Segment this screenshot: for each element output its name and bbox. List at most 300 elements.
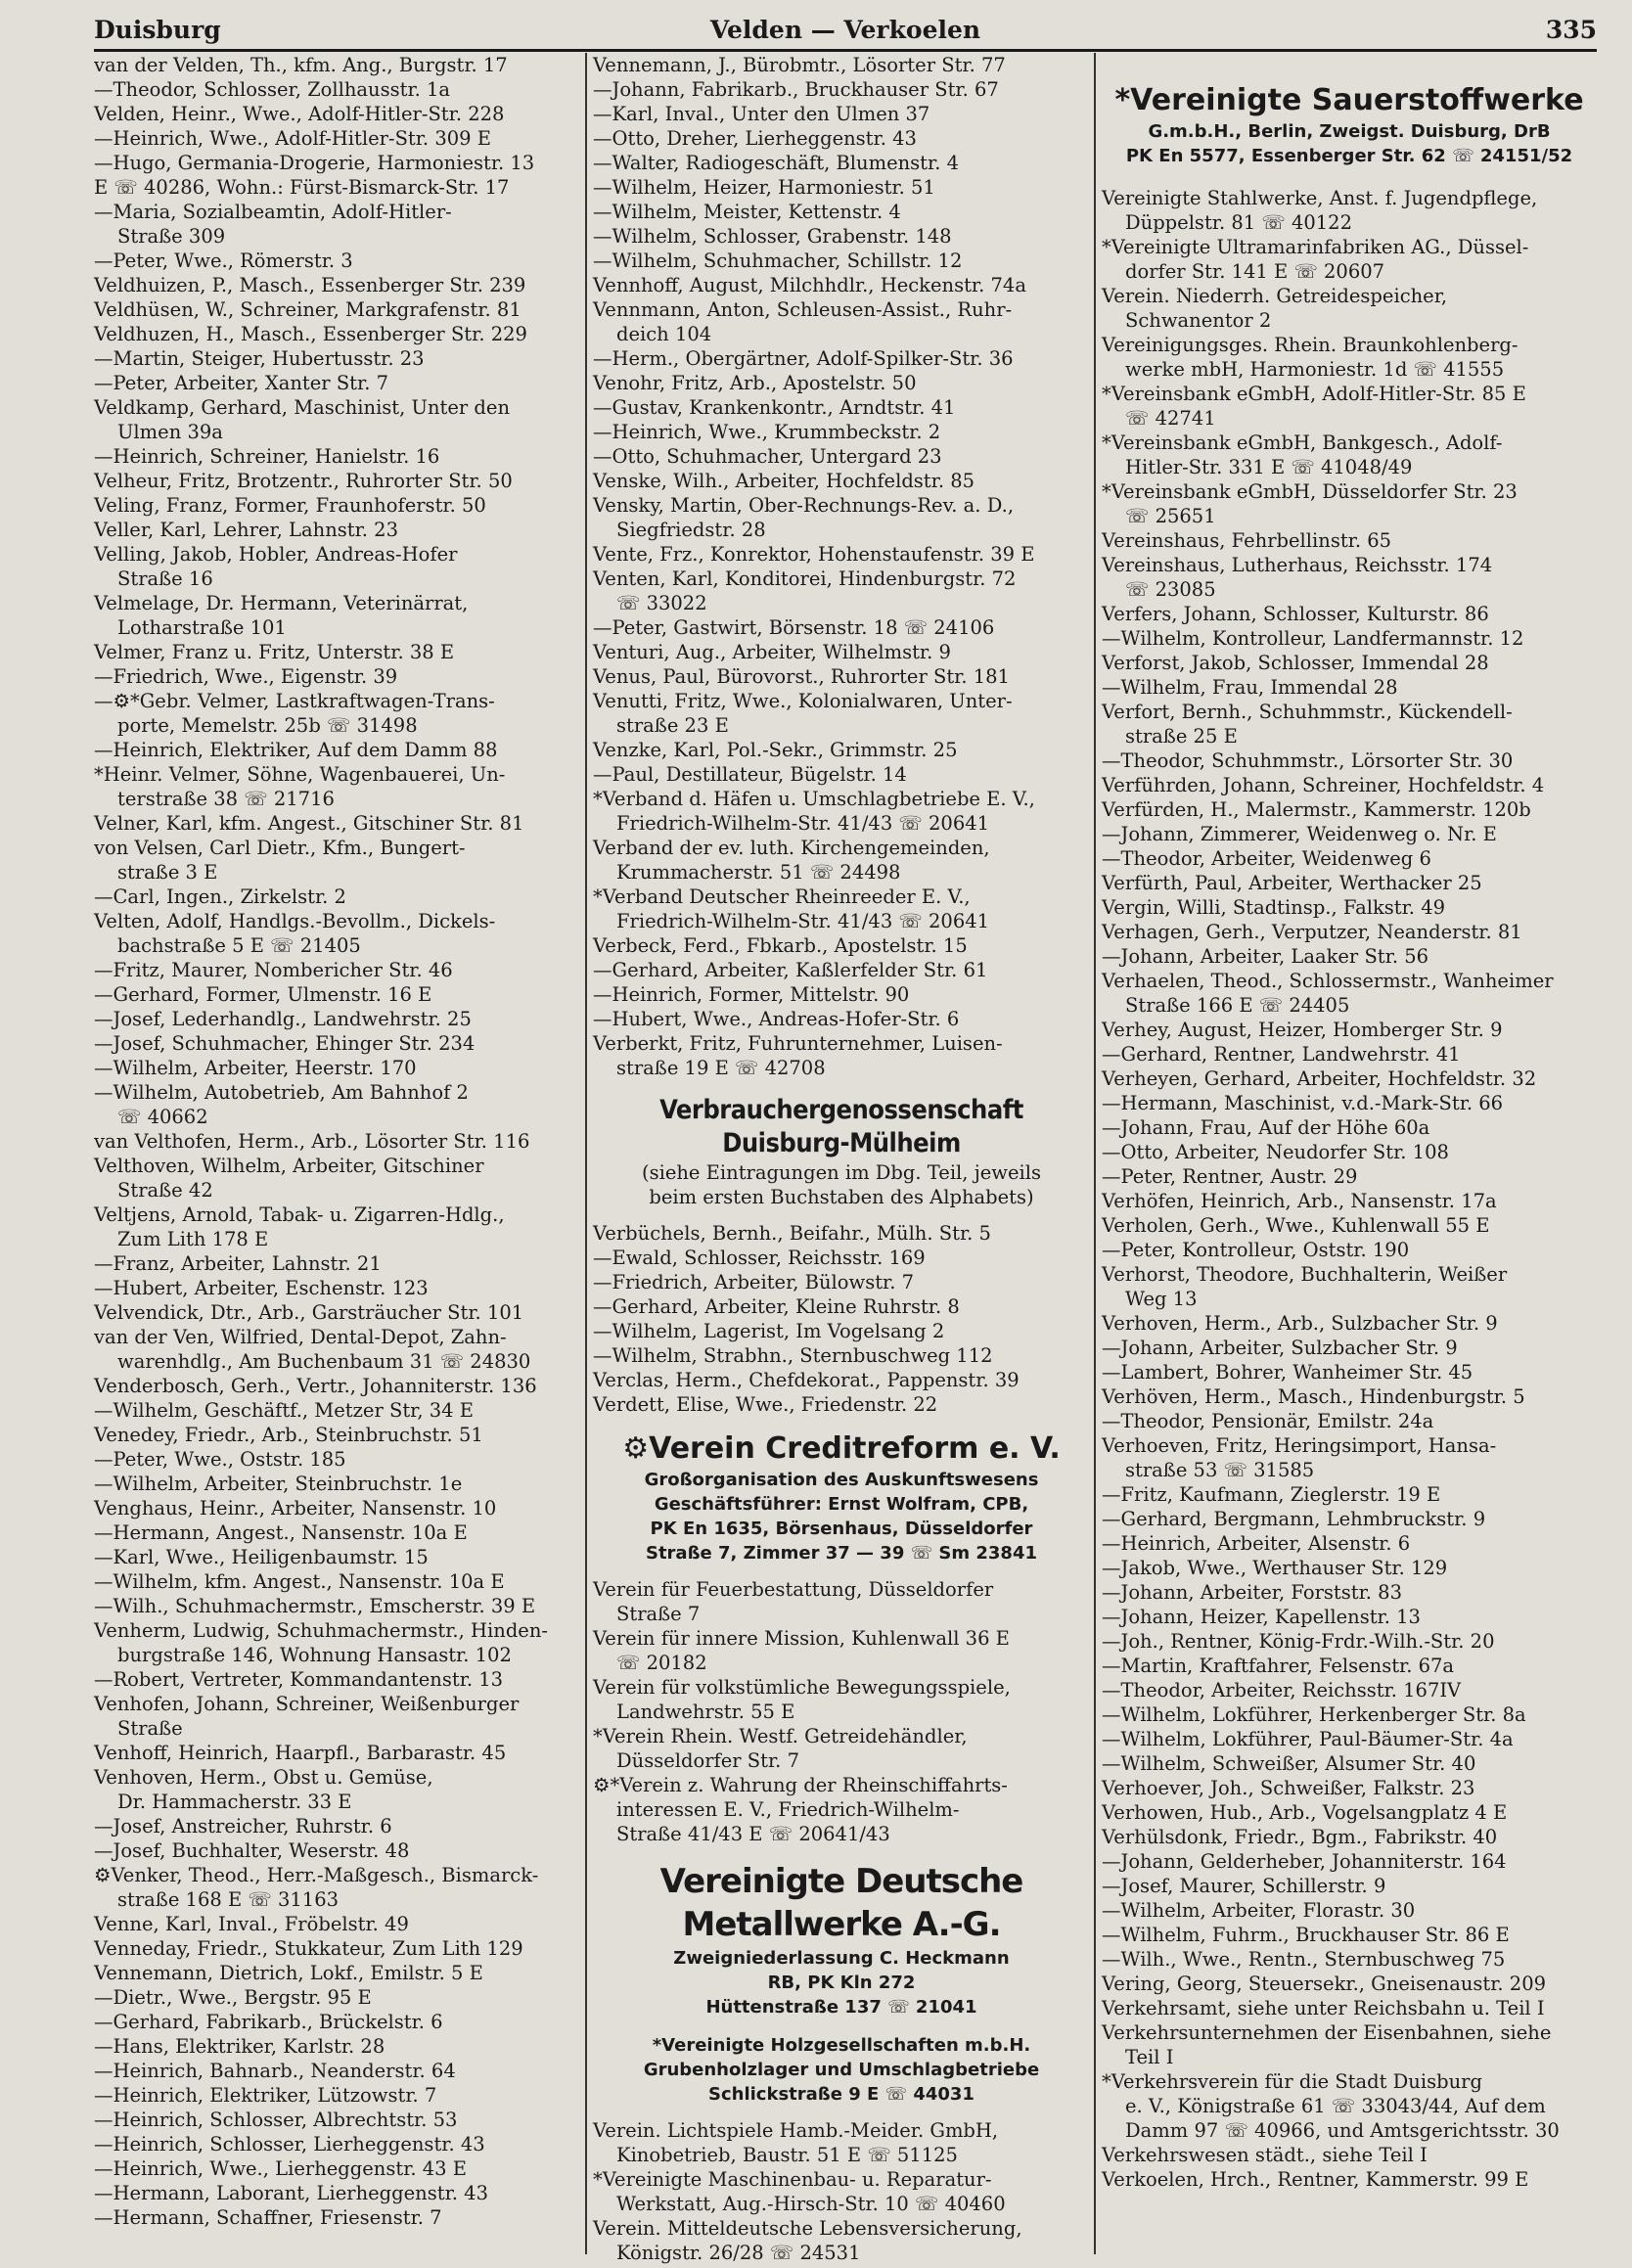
entry-line: —Friedrich, Wwe., Eigenstr. 39 — [94, 665, 398, 688]
entry-line: Velthoven, Wilhelm, Arbeiter, Gitschiner — [94, 1155, 484, 1177]
directory-entry — [1102, 1580, 1597, 1605]
directory-entry — [1102, 382, 1597, 431]
entry-continuation: Teil I — [1125, 2046, 1174, 2068]
ad-text: Grubenholzlager und Umschlagbetriebe — [643, 2060, 1040, 2080]
directory-entry — [94, 346, 577, 371]
directory-entry — [94, 836, 577, 885]
ad-creditreform — [593, 1430, 1090, 1565]
entry-line: —Fritz, Kaufmann, Zieglerstr. 19 E — [1102, 1483, 1441, 1506]
ad-text: Schlickstraße 9 E ☏ 44031 — [708, 2084, 975, 2105]
ad-text: PK En 1635, Börsenhaus, Düsseldorfer — [650, 1519, 1033, 1539]
entry-line: —Wilhelm, kfm. Angest., Nansenstr. 10a E — [94, 1570, 505, 1593]
directory-entry — [94, 1056, 577, 1080]
entry-line: —Johann, Zimmerer, Weidenweg o. Nr. E — [1102, 823, 1497, 845]
ad-text: Großorganisation des Auskunftswesens — [644, 1470, 1039, 1490]
entry-line: —Ewald, Schlosser, Reichsstr. 169 — [593, 1247, 926, 1269]
page-number: 335 — [1545, 16, 1597, 44]
entry-line: —Josef, Maurer, Schillerstr. 9 — [1102, 1875, 1386, 1897]
directory-entry — [94, 909, 577, 958]
entry-line: —Maria, Sozialbeamtin, Adolf-Hitler- — [94, 201, 452, 223]
directory-entry — [593, 1221, 1090, 1246]
entry-line: —Theodor, Schuhmmstr., Lörsorter Str. 30 — [1102, 749, 1514, 772]
entry-continuation: Straße 309 — [117, 225, 226, 248]
directory-entry — [94, 1300, 577, 1325]
entry-continuation: Friedrich-Wilhelm-Str. 41/43 ☏ 20641 — [616, 812, 990, 835]
entry-line: Velmer, Franz u. Fritz, Unterstr. 38 E — [94, 641, 455, 663]
entry-line: Verforst, Jakob, Schlosser, Immendal 28 — [1102, 652, 1489, 674]
column-divider — [585, 53, 587, 2254]
entry-continuation: Straße 42 — [117, 1179, 213, 1202]
directory-entry — [1102, 675, 1597, 700]
entry-line: —Wilhelm, Arbeiter, Florastr. 30 — [1102, 1899, 1416, 1922]
directory-entry — [1102, 553, 1597, 602]
entry-line: Veling, Franz, Former, Fraunhoferstr. 50 — [94, 494, 486, 517]
column-2-mid-list — [593, 1221, 1090, 1417]
entry-line: *Vereinsbank eGmbH, Bankgesch., Adolf- — [1102, 431, 1503, 454]
ad-text: Zweigniederlassung C. Heckmann — [673, 1948, 1010, 1969]
directory-entry — [1102, 1433, 1597, 1482]
entry-continuation: Damm 97 ☏ 40966, und Amtsgerichtsstr. 30 — [1125, 2119, 1560, 2142]
directory-entry — [1102, 2167, 1597, 2192]
directory-entry — [1102, 1923, 1597, 1947]
directory-entry — [1102, 333, 1597, 382]
entry-line: —Gerhard, Former, Ulmenstr. 16 E — [94, 983, 432, 1006]
directory-entry — [94, 1398, 577, 1423]
entry-line: Vensky, Martin, Ober-Rechnungs-Rev. a. D., — [593, 494, 1015, 517]
directory-entry — [94, 1520, 577, 1545]
entry-line: —Hans, Elektriker, Karlstr. 28 — [94, 2035, 385, 2058]
entry-line: Verhülsdonk, Friedr., Bgm., Fabrikstr. 40 — [1102, 1826, 1498, 1848]
entry-line: Veldhuizen, P., Masch., Essenberger Str. 239 — [94, 274, 526, 296]
entry-line: van Velthofen, Herm., Arb., Lösorter Str. 116 — [94, 1130, 530, 1153]
entry-line: —Heinrich, Bahnarb., Neanderstr. 64 — [94, 2060, 456, 2082]
directory-entry — [94, 542, 577, 591]
entry-line: Velvendick, Dtr., Arb., Garsträucher Str. 101 — [94, 1301, 524, 1324]
directory-entry — [1102, 1384, 1597, 1409]
directory-entry — [593, 567, 1090, 615]
directory-entry — [593, 1773, 1090, 1846]
directory-entry — [593, 689, 1090, 738]
entry-line: —Peter, Kontrolleur, Oststr. 190 — [1102, 1239, 1410, 1261]
entry-line: Verfürden, H., Malermstr., Kammerstr. 120b — [1102, 798, 1531, 821]
entry-line: Velten, Adolf, Handlgs.-Bevollm., Dickels- — [94, 910, 496, 932]
entry-continuation: terstraße 38 ☏ 21716 — [117, 788, 335, 810]
directory-entry — [94, 53, 577, 77]
directory-entry — [1102, 1849, 1597, 1874]
page-header — [94, 14, 1597, 52]
entry-continuation: deich 104 — [616, 323, 712, 345]
entry-line: Verclas, Herm., Chefdekorat., Pappenstr. 39 — [593, 1369, 1020, 1391]
entry-line: —Theodor, Arbeiter, Weidenweg 6 — [1102, 847, 1431, 870]
directory-entry — [94, 151, 577, 175]
entry-continuation: Ulmen 39a — [117, 421, 223, 443]
directory-entry — [94, 1447, 577, 1472]
directory-entry — [1102, 2069, 1597, 2143]
entry-line: —Paul, Destillateur, Bügelstr. 14 — [593, 763, 907, 786]
entry-line: Verheyen, Gerhard, Arbeiter, Hochfeldstr. 32 — [1102, 1067, 1537, 1090]
directory-entry — [593, 640, 1090, 664]
directory-entry — [593, 933, 1090, 958]
entry-line: *Vereinigte Maschinenbau- u. Reparatur- — [593, 2168, 992, 2191]
entry-line: Venhoff, Heinrich, Haarpfl., Barbarastr. 45 — [94, 1742, 507, 1764]
entry-line: Vennemann, Dietrich, Lokf., Emilstr. 5 E — [94, 1962, 483, 1984]
directory-entry — [1102, 1311, 1597, 1336]
entry-line: —Gerhard, Arbeiter, Kaßlerfelder Str. 61 — [593, 959, 988, 981]
directory-entry — [593, 200, 1090, 224]
directory-entry — [593, 175, 1090, 200]
header-range: Velden — Verkoelen — [709, 16, 981, 44]
directory-entry — [1102, 969, 1597, 1018]
directory-entry — [94, 1472, 577, 1496]
directory-entry — [1102, 1874, 1597, 1898]
header-city: Duisburg — [94, 16, 221, 44]
entry-line: —Peter, Gastwirt, Börsenstr. 18 ☏ 24106 — [593, 616, 995, 639]
entry-continuation: bachstraße 5 E ☏ 21405 — [117, 934, 361, 957]
entry-line: —Wilhelm, Schlosser, Grabenstr. 148 — [593, 225, 952, 248]
entry-continuation: Siegfriedstr. 28 — [616, 519, 766, 541]
entry-line: —Robert, Vertreter, Kommandantenstr. 13 — [94, 1668, 504, 1691]
entry-line: —Heinrich, Wwe., Adolf-Hitler-Str. 309 E — [94, 127, 491, 150]
directory-entry — [1102, 1654, 1597, 1678]
entry-line: Verberkt, Fritz, Fuhrunternehmer, Luisen- — [593, 1032, 1003, 1055]
column-2-bottom-list — [593, 2118, 1090, 2265]
directory-entry — [94, 77, 577, 102]
entry-line: Venske, Wilh., Arbeiter, Hochfeldstr. 85 — [593, 470, 975, 492]
entry-line: Verhagen, Gerh., Verputzer, Neanderstr. 81 — [1102, 921, 1522, 943]
directory-entry — [593, 2216, 1090, 2265]
entry-continuation: Straße 16 — [117, 567, 213, 590]
directory-entry — [1102, 1409, 1597, 1433]
entry-line: Verein für innere Mission, Kuhlenwall 36 E — [593, 1627, 1010, 1650]
entry-line: —Franz, Arbeiter, Lahnstr. 21 — [94, 1252, 382, 1275]
entry-line: Verhaelen, Theod., Schlossermstr., Wanheimer — [1102, 970, 1554, 992]
entry-continuation: ☏ 20182 — [616, 1652, 707, 1674]
entry-line: Venneday, Friedr., Stukkateur, Zum Lith 129 — [94, 1937, 523, 1960]
entry-line: Venzke, Karl, Pol.-Sekr., Grimmstr. 25 — [593, 739, 958, 761]
directory-entry — [593, 395, 1090, 420]
entry-line: Verhoeven, Fritz, Heringsimport, Hansa- — [1102, 1434, 1497, 1457]
directory-entry — [1102, 1556, 1597, 1580]
entry-line: Verdett, Elise, Wwe., Friedenstr. 22 — [593, 1393, 938, 1416]
entry-line: Verein. Niederrh. Getreidespeicher, — [1102, 285, 1448, 307]
entry-continuation: Zum Lith 178 E — [117, 1228, 269, 1250]
entry-line: Veldhuzen, H., Masch., Essenberger Str. 229 — [94, 323, 527, 345]
directory-entry — [1102, 479, 1597, 528]
directory-entry — [94, 200, 577, 249]
directory-entry — [94, 1814, 577, 1838]
entry-line: Vennemann, J., Bürobmtr., Lösorter Str. 77 — [593, 54, 1006, 76]
directory-entry — [593, 249, 1090, 273]
ad-title: *Vereinigte Sauerstoffwerke — [1114, 83, 1584, 117]
ad-title: *Vereinigte Holzgesellschaften m.b.H. — [652, 2035, 1031, 2056]
entry-line: Vereinigungsges. Rhein. Braunkohlenberg- — [1102, 334, 1519, 356]
directory-entry — [94, 2156, 577, 2181]
directory-entry — [1102, 1189, 1597, 1213]
entry-line: —Joh., Rentner, König-Frdr.-Wilh.-Str. 20 — [1102, 1630, 1495, 1653]
directory-entry — [593, 1626, 1090, 1675]
directory-entry — [593, 615, 1090, 640]
directory-entry — [1102, 1238, 1597, 1262]
directory-entry — [94, 1423, 577, 1447]
directory-entry — [1102, 1800, 1597, 1825]
entry-continuation: Lotharstraße 101 — [117, 616, 287, 639]
directory-entry — [94, 1325, 577, 1374]
ad-text: G.m.b.H., Berlin, Zweigst. Duisburg, DrB — [1148, 121, 1551, 142]
entry-line: Verhorst, Theodore, Buchhalterin, Weißer — [1102, 1263, 1508, 1286]
entry-line: —Wilhelm, Frau, Immendal 28 — [1102, 676, 1398, 699]
entry-line: —Josef, Anstreicher, Ruhrstr. 6 — [94, 1815, 392, 1837]
column-3 — [1102, 53, 1597, 2192]
directory-entry — [94, 885, 577, 909]
entry-line: Venghaus, Heinr., Arbeiter, Nansenstr. 10 — [94, 1497, 497, 1520]
entry-continuation: ☏ 23085 — [1125, 578, 1216, 601]
directory-entry — [94, 1961, 577, 1985]
entry-continuation: interessen E. V., Friedrich-Wilhelm- — [616, 1798, 960, 1821]
entry-line: Velner, Karl, kfm. Angest., Gitschiner Str. 81 — [94, 812, 524, 835]
entry-continuation: ☏ 33022 — [616, 592, 707, 614]
entry-line: Verkehrsamt, siehe unter Reichsbahn u. Teil I — [1102, 1997, 1545, 2019]
entry-line: Veller, Karl, Lehrer, Lahnstr. 23 — [94, 519, 398, 541]
entry-line: —Heinrich, Elektriker, Auf dem Damm 88 — [94, 739, 498, 761]
entry-continuation: Düsseldorfer Str. 7 — [616, 1749, 799, 1772]
entry-line: Vergin, Willi, Stadtinsp., Falkstr. 49 — [1102, 896, 1446, 919]
ad-text: Hüttenstraße 137 ☏ 21041 — [705, 1997, 977, 2018]
directory-entry — [593, 1343, 1090, 1368]
entry-line: —Wilhelm, Arbeiter, Steinbruchstr. 1e — [94, 1473, 463, 1495]
entry-line: Venohr, Fritz, Arb., Apostelstr. 50 — [593, 372, 917, 394]
entry-line: —Hermann, Angest., Nansenstr. 10a E — [94, 1521, 468, 1544]
directory-entry — [593, 420, 1090, 444]
directory-entry — [1102, 2143, 1597, 2167]
entry-line: —Lambert, Bohrer, Wanheimer Str. 45 — [1102, 1361, 1473, 1383]
directory-entry — [94, 1569, 577, 1594]
directory-entry — [94, 689, 577, 738]
directory-entry — [1102, 822, 1597, 846]
directory-entry — [94, 1838, 577, 1863]
ad-text: (siehe Eintragungen im Dbg. Teil, jeweils — [641, 1161, 1041, 1184]
entry-line: —Gerhard, Fabrikarb., Brückelstr. 6 — [94, 2011, 443, 2033]
directory-entry — [593, 836, 1090, 885]
directory-entry — [1102, 235, 1597, 284]
entry-line: —Otto, Dreher, Lierheggenstr. 43 — [593, 127, 917, 150]
entry-line: Venderbosch, Gerh., Vertr., Johanniterstr. 136 — [94, 1375, 537, 1397]
entry-line: —Hermann, Schaffner, Friesenstr. 7 — [94, 2206, 442, 2229]
entry-line: Verhoven, Herm., Arb., Sulzbacher Str. 9 — [1102, 1312, 1498, 1335]
entry-continuation: ☏ 25651 — [1125, 505, 1216, 527]
entry-line: —Johann, Fabrikarb., Bruckhauser Str. 67 — [593, 78, 999, 101]
entry-line: —Heinrich, Schreiner, Hanielstr. 16 — [94, 445, 440, 468]
entry-continuation: straße 19 E ☏ 42708 — [616, 1057, 826, 1079]
directory-entry — [1102, 773, 1597, 797]
entry-continuation: ☏ 40662 — [117, 1106, 208, 1128]
entry-line: Veltjens, Arnold, Tabak- u. Zigarren-Hdlg., — [94, 1203, 505, 1226]
directory-entry — [1102, 944, 1597, 969]
directory-entry — [593, 762, 1090, 787]
entry-line: Verfers, Johann, Schlosser, Kulturstr. 86 — [1102, 603, 1489, 625]
entry-line: Venus, Paul, Bürovorst., Ruhrorter Str. 181 — [593, 665, 1010, 688]
entry-continuation: warenhdlg., Am Buchenbaum 31 ☏ 24830 — [117, 1350, 531, 1373]
entry-line: —Wilh., Wwe., Rentn., Sternbuschweg 75 — [1102, 1948, 1506, 1971]
entry-line: —Peter, Rentner, Austr. 29 — [1102, 1165, 1358, 1188]
directory-entry — [94, 1080, 577, 1129]
entry-continuation: Schwanentor 2 — [1125, 309, 1272, 332]
directory-entry — [1102, 846, 1597, 871]
entry-line: —Wilhelm, Lagerist, Im Vogelsang 2 — [593, 1320, 945, 1342]
entry-line: Vereinshaus, Lutherhaus, Reichsstr. 174 — [1102, 554, 1493, 576]
entry-continuation: straße 53 ☏ 31585 — [1125, 1459, 1315, 1481]
entry-line: Vereinigte Stahlwerke, Anst. f. Jugendpflege, — [1102, 187, 1538, 209]
directory-entry — [1102, 871, 1597, 895]
entry-continuation: Straße 166 E ☏ 24405 — [1125, 994, 1350, 1017]
entry-line: —Otto, Arbeiter, Neudorfer Str. 108 — [1102, 1141, 1449, 1163]
entry-line: —Heinrich, Schlosser, Lierheggenstr. 43 — [94, 2133, 485, 2155]
ad-text: Geschäftsführer: Ernst Wolfram, CPB, — [654, 1494, 1029, 1515]
entry-line: —Walter, Radiogeschäft, Blumenstr. 4 — [593, 152, 960, 174]
directory-entry — [1102, 700, 1597, 748]
entry-continuation: werke mbH, Harmoniestr. 1d ☏ 41555 — [1125, 358, 1505, 381]
directory-entry — [1102, 2020, 1597, 2069]
directory-entry — [94, 469, 577, 493]
entry-line: *Verband Deutscher Rheinreeder E. V., — [593, 885, 971, 908]
entry-line: —Hermann, Maschinist, v.d.-Mark-Str. 66 — [1102, 1092, 1504, 1114]
directory-entry — [1102, 1018, 1597, 1042]
entry-line: Veldhüsen, W., Schreiner, Markgrafenstr. 81 — [94, 298, 521, 321]
directory-entry — [94, 444, 577, 469]
entry-line: Venturi, Aug., Arbeiter, Wilhelmstr. 9 — [593, 641, 951, 663]
entry-line: —Gerhard, Bergmann, Lehmbruckstr. 9 — [1102, 1508, 1486, 1530]
entry-line: ⚙*Verein z. Wahrung der Rheinschiffahrts- — [593, 1774, 1008, 1796]
directory-entry — [94, 1154, 577, 1202]
entry-line: Venherm, Ludwig, Schuhmachermstr., Hinden- — [94, 1619, 548, 1642]
entry-line: Verbüchels, Bernh., Beifahr., Mülh. Str. 5 — [593, 1222, 991, 1245]
directory-entry — [1102, 1825, 1597, 1849]
directory-entry — [94, 664, 577, 689]
entry-continuation: ☏ 42741 — [1125, 407, 1216, 430]
entry-line: —Johann, Arbeiter, Laaker Str. 56 — [1102, 945, 1429, 968]
directory-entry — [1102, 1164, 1597, 1189]
directory-entry — [94, 1667, 577, 1692]
entry-line: Venhoven, Herm., Obst u. Gemüse, — [94, 1766, 433, 1789]
directory-entry — [593, 53, 1090, 77]
entry-line: ⚙Venker, Theod., Herr.-Maßgesch., Bismarck- — [94, 1864, 539, 1886]
entry-line: van der Ven, Wilfried, Dental-Depot, Zahn- — [94, 1326, 507, 1348]
entry-line: —Otto, Schuhmacher, Untergard 23 — [593, 445, 942, 468]
entry-line: —Wilhelm, Schuhmacher, Schillstr. 12 — [593, 249, 963, 272]
entry-line: Venutti, Fritz, Wwe., Kolonialwaren, Unter- — [593, 690, 1013, 712]
directory-entry — [1102, 431, 1597, 479]
directory-entry — [94, 762, 577, 811]
entry-line: Verein. Mitteldeutsche Lebensversicherung, — [593, 2217, 1022, 2240]
directory-entry — [94, 2059, 577, 2083]
entry-line: Vente, Frz., Konrektor, Hohenstaufenstr. 39 E — [593, 543, 1035, 566]
directory-entry — [94, 1985, 577, 2010]
entry-line: —Wilhelm, Schweißer, Alsumer Str. 40 — [1102, 1752, 1476, 1775]
entry-line: Verhowen, Hub., Arb., Vogelsangplatz 4 E — [1102, 1801, 1508, 1824]
entry-continuation: Königstr. 26/28 ☏ 24531 — [616, 2242, 861, 2264]
entry-continuation: Hitler-Str. 331 E ☏ 41048/49 — [1125, 456, 1413, 478]
directory-entry — [1102, 1776, 1597, 1800]
entry-continuation: Düppelstr. 81 ☏ 40122 — [1125, 211, 1352, 234]
entry-line: —Josef, Schuhmacher, Ehinger Str. 234 — [94, 1032, 476, 1055]
entry-line: —Gustav, Krankenkontr., Arndtstr. 41 — [593, 396, 956, 419]
directory-entry — [1102, 1213, 1597, 1238]
entry-line: —Wilhelm, Arbeiter, Heerstr. 170 — [94, 1057, 417, 1079]
directory-entry — [1102, 1751, 1597, 1776]
entry-line: Verband der ev. luth. Kirchengemeinden, — [593, 837, 990, 859]
entry-line: —Heinrich, Elektriker, Lützowstr. 7 — [94, 2084, 437, 2107]
entry-line: Velden, Heinr., Wwe., Adolf-Hitler-Str. 228 — [94, 103, 505, 125]
entry-line: —Wilhelm, Lokführer, Herkenberger Str. 8a — [1102, 1703, 1526, 1726]
entry-line: —⚙*Gebr. Velmer, Lastkraftwagen-Trans- — [94, 690, 495, 712]
directory-entry — [94, 2083, 577, 2108]
directory-entry — [94, 2010, 577, 2034]
directory-entry — [94, 1202, 577, 1251]
entry-line: —Hubert, Wwe., Andreas-Hofer-Str. 6 — [593, 1008, 960, 1030]
entry-line: —Wilhelm, Meister, Kettenstr. 4 — [593, 201, 901, 223]
directory-entry — [593, 664, 1090, 689]
entry-line: —Jakob, Wwe., Werthauser Str. 129 — [1102, 1557, 1448, 1579]
entry-continuation: Werkstatt, Aug.-Hirsch-Str. 10 ☏ 40460 — [616, 2193, 1006, 2215]
entry-line: —Wilhelm, Fuhrm., Bruckhauser Str. 86 E — [1102, 1924, 1510, 1946]
directory-entry — [1102, 1507, 1597, 1531]
directory-entry — [593, 151, 1090, 175]
entry-line: —Peter, Arbeiter, Xanter Str. 7 — [94, 372, 388, 394]
entry-line: —Hermann, Laborant, Lierheggenstr. 43 — [94, 2182, 488, 2204]
entry-line: —Josef, Lederhandlg., Landwehrstr. 25 — [94, 1008, 472, 1030]
ad-title: Vereinigte Deutsche Metallwerke A.-G. — [659, 1862, 1023, 1944]
entry-line: *Heinr. Velmer, Söhne, Wagenbauerei, Un- — [94, 763, 506, 786]
directory-entry — [593, 2118, 1090, 2167]
entry-line: —Martin, Steiger, Hubertusstr. 23 — [94, 347, 425, 370]
directory-entry — [94, 1765, 577, 1814]
entry-line: —Wilhelm, Autobetrieb, Am Bahnhof 2 — [94, 1081, 469, 1104]
directory-entry — [1102, 797, 1597, 822]
entry-continuation: Dr. Hammacherstr. 33 E — [117, 1791, 352, 1813]
entry-continuation: straße 3 E — [117, 861, 218, 884]
directory-entry — [593, 1031, 1090, 1080]
entry-line: Verfort, Bernh., Schuhmmstr., Kückendell- — [1102, 701, 1513, 723]
entry-line: —Wilhelm, Geschäftf., Metzer Str, 34 E — [94, 1399, 474, 1422]
directory-entry — [94, 1594, 577, 1618]
column-2-top-list — [593, 53, 1090, 1080]
directory-entry — [94, 1618, 577, 1667]
directory-entry — [94, 591, 577, 640]
directory-entry — [94, 2181, 577, 2205]
directory-entry — [593, 77, 1090, 102]
entry-line: —Johann, Heizer, Kapellenstr. 13 — [1102, 1606, 1421, 1628]
ad-title: Verbrauchergenossenschaft Duisburg-Mülheim — [659, 1095, 1023, 1158]
directory-entry — [1102, 528, 1597, 553]
directory-entry — [1102, 1727, 1597, 1751]
entry-continuation: e. V., Königstraße 61 ☏ 33043/44, Auf dem — [1125, 2095, 1546, 2117]
directory-entry — [593, 224, 1090, 249]
directory-entry — [94, 738, 577, 762]
entry-line: Verein für Feuerbestattung, Düsseldorfer — [593, 1578, 994, 1601]
entry-line: —Karl, Wwe., Heiligenbaumstr. 15 — [94, 1546, 429, 1568]
entry-line: Verkoelen, Hrch., Rentner, Kammerstr. 99 E — [1102, 2168, 1529, 2191]
entry-line: Venhofen, Johann, Schreiner, Weißenburger — [94, 1693, 520, 1715]
directory-entry — [1102, 1262, 1597, 1311]
directory-entry — [94, 2034, 577, 2059]
directory-entry — [94, 1912, 577, 1936]
directory-entry — [1102, 1066, 1597, 1091]
directory-entry — [94, 2132, 577, 2156]
column-1 — [94, 53, 577, 2230]
entry-line: Verein. Lichtspiele Hamb.-Meider. GmbH, — [593, 2119, 999, 2142]
directory-entry — [1102, 1972, 1597, 1996]
entry-line: Venten, Karl, Konditorei, Hindenburgstr. 72 — [593, 567, 1017, 590]
entry-line: —Gerhard, Arbeiter, Kleine Ruhrstr. 8 — [593, 1295, 960, 1318]
